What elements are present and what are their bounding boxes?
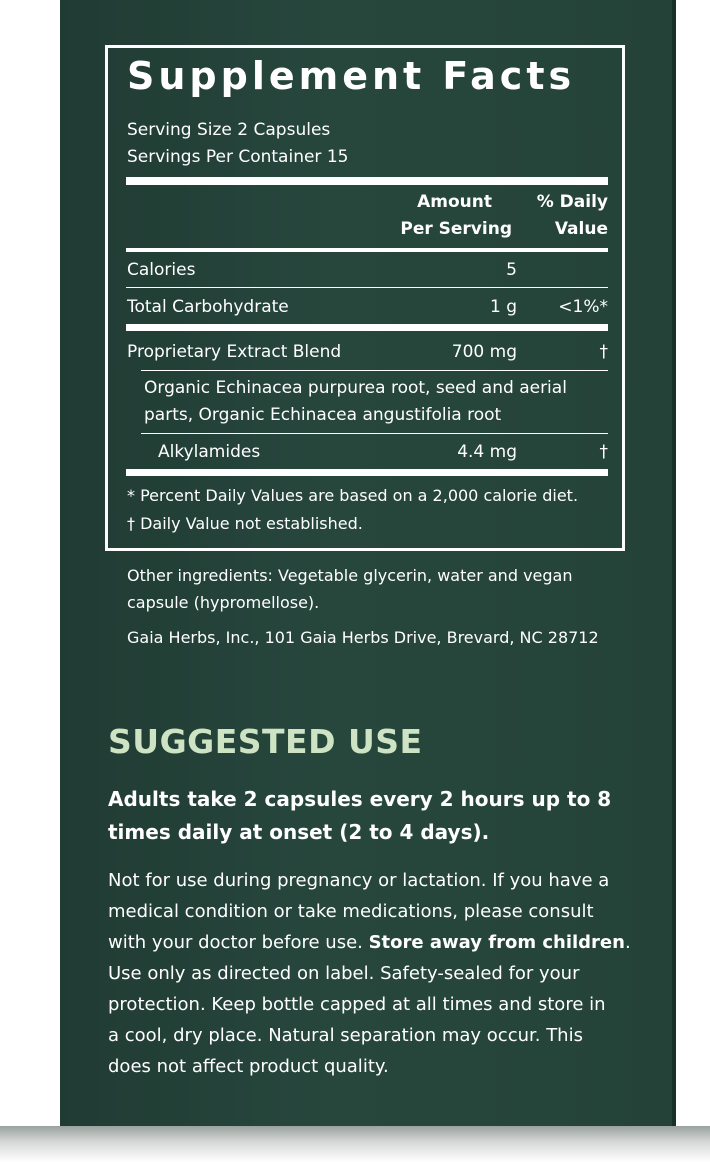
bottom-shadow (0, 1126, 710, 1162)
warning-line-7: does not affect product quality. (108, 1056, 389, 1077)
nutrient-label: Total Carbohydrate (127, 297, 289, 317)
row-divider (141, 370, 608, 371)
panel-edge (672, 0, 676, 1126)
header-divider (126, 248, 608, 252)
warning-line-3 (108, 932, 631, 953)
serving-size: Serving Size 2 Capsules (127, 120, 331, 140)
blend-ingredients-2: parts, Organic Echinacea angustifolia root (144, 405, 502, 425)
nutrient-label: Alkylamides (158, 442, 261, 462)
nutrient-dv: † (599, 342, 608, 362)
nutrient-dv: <1%* (558, 297, 608, 317)
facts-title: Supplement Facts (127, 54, 576, 98)
amount-header-2: Per Serving (400, 219, 512, 239)
warning-line-2: medical condition or take medications, please consult (108, 901, 594, 922)
amount-header-1: Amount (417, 192, 492, 212)
thick-divider (126, 324, 608, 331)
warning-line-4: Use only as directed on label. Safety-sealed for your (108, 963, 580, 984)
warning-line-5: protection. Keep bottle capped at all times and store in (108, 994, 606, 1015)
warning-line-6: a cool, dry place. Natural separation may occur. This (108, 1025, 583, 1046)
row-divider (126, 287, 608, 288)
row-divider (141, 433, 608, 434)
servings-per-container: Servings Per Container 15 (127, 147, 349, 167)
nutrient-label: Proprietary Extract Blend (127, 342, 342, 362)
warning-line-1: Not for use during pregnancy or lactation. If you have a (108, 870, 610, 891)
dosage-line-2: times daily at onset (2 to 4 days). (108, 820, 490, 844)
dosage-line-1: Adults take 2 capsules every 2 hours up to 8 (108, 787, 612, 811)
suggested-use-heading: SUGGESTED USE (108, 722, 423, 761)
warning-line-3-end: . (624, 932, 631, 953)
dv-header-2: Value (554, 219, 608, 239)
nutrient-amount: 1 g (489, 297, 517, 317)
nutrient-dv: † (599, 442, 608, 462)
nutrient-amount: 5 (506, 260, 517, 280)
nutrient-amount: 4.4 mg (457, 442, 517, 462)
thick-divider (126, 469, 608, 476)
other-ingredients-2: capsule (hypromellose). (127, 593, 320, 612)
nutrient-amount: 700 mg (451, 342, 517, 362)
footnote-not-established: † Daily Value not established. (127, 514, 363, 533)
thick-divider (126, 177, 608, 185)
other-ingredients-1: Other ingredients: Vegetable glycerin, water and vegan (127, 566, 573, 585)
warning-line-3-text: with your doctor before use. (108, 932, 369, 953)
blend-ingredients-1: Organic Echinacea purpurea root, seed and aerial (144, 378, 567, 398)
nutrient-label: Calories (127, 260, 196, 280)
store-away-from-children: Store away from children (368, 932, 625, 953)
dv-header-1: % Daily (536, 192, 608, 212)
manufacturer-address: Gaia Herbs, Inc., 101 Gaia Herbs Drive, Brevard, NC 28712 (127, 628, 599, 647)
footnote-daily-values: * Percent Daily Values are based on a 2,000 calorie diet. (127, 486, 579, 505)
